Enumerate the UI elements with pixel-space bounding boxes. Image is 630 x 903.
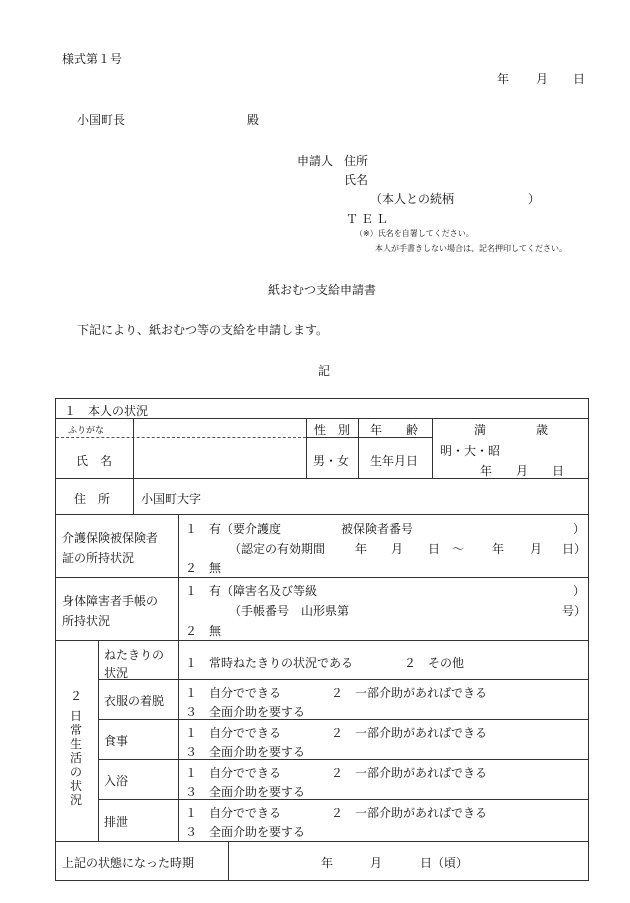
onset-day: 日（頃）: [420, 856, 469, 870]
name-label: 氏名: [344, 173, 369, 187]
onset-year: 年: [321, 856, 334, 870]
kaigo-period-month: 月: [391, 542, 404, 556]
activity-option-1: １ 自分でできる: [185, 766, 282, 780]
date-year: 年: [497, 72, 510, 86]
activity-option-3: ３ 全面介助を要する: [185, 745, 306, 759]
section2-char: ２: [70, 689, 83, 703]
kaigo-period-day-2: 日）: [562, 542, 587, 556]
address-label: 住所: [344, 154, 369, 168]
era-options: 明・大・昭: [440, 444, 501, 458]
section2-char: 況: [70, 793, 83, 807]
applicant-label: 申請人: [297, 154, 334, 168]
form-number: 様式第１号: [62, 52, 123, 66]
gender-options: 男・女: [313, 454, 350, 468]
address-value: 小国町大字: [141, 492, 202, 506]
birth-month: 月: [516, 464, 529, 478]
birth-year: 年: [480, 464, 493, 478]
netakiri-label-1: ねたきりの: [104, 648, 165, 662]
kaigo-period-month-2: 月: [530, 542, 543, 556]
relation-close: ）: [528, 192, 541, 206]
kaigo-label-2: 証の所持状況: [62, 551, 135, 565]
kaigo-row-1: １ 有（要介護度 被保険者番号: [185, 522, 414, 536]
age-header: 年 齢: [370, 423, 419, 437]
activity-option-2: ２ 一部介助があればできる: [331, 806, 488, 820]
kaigo-period-day: 日: [428, 542, 441, 556]
section2-char: の: [70, 765, 83, 779]
netakiri-value: １ 常時ねたきりの状況である: [185, 656, 354, 670]
activity-label: 食事: [104, 734, 129, 748]
birth-day: 日: [552, 464, 565, 478]
ki-label: 記: [318, 364, 331, 378]
activity-option-2: ２ 一部介助があればできる: [331, 686, 488, 700]
kaigo-period-year: 年: [355, 542, 368, 556]
shintai-row-2: （手帳番号 山形県第: [229, 604, 350, 618]
document-title: 紙おむつ支給申請書: [268, 283, 377, 297]
onset-month: 月: [370, 856, 383, 870]
note-seal: 本人が手書きしない場合は、記名押印してください。: [375, 244, 567, 253]
netakiri-other: ２ その他: [404, 656, 465, 670]
tel-label: ＴＥＬ: [346, 212, 392, 226]
date-month: 月: [536, 72, 549, 86]
honorific: 殿: [247, 113, 260, 127]
kaigo-row-2: （認定の有効期間: [229, 542, 326, 556]
activity-option-1: １ 自分でできる: [185, 806, 282, 820]
section2-char: 状: [70, 779, 83, 793]
section2-char: 常: [70, 723, 83, 737]
note-signature: （※）氏名を自署してください。: [355, 229, 474, 238]
activity-option-2: ２ 一部介助があればできる: [331, 766, 488, 780]
activity-option-2: ２ 一部介助があればできる: [331, 726, 488, 740]
shintai-row-3: ２ 無: [185, 624, 222, 638]
activity-label: 入浴: [104, 774, 129, 788]
shintai-go: 号）: [562, 604, 587, 618]
activity-option-1: １ 自分でできる: [185, 726, 282, 740]
kaigo-period-tilde: ～: [452, 542, 465, 556]
shintai-row-1: １ 有（障害名及び等級: [185, 584, 318, 598]
relation-label: （本人との続柄: [370, 192, 455, 206]
netakiri-label-2: 状況: [104, 666, 129, 680]
address-header: 住 所: [74, 492, 111, 506]
activity-option-3: ３ 全面介助を要する: [185, 705, 306, 719]
activity-option-3: ３ 全面介助を要する: [185, 825, 306, 839]
shintai-label-1: 身体障害者手帳の: [62, 594, 159, 608]
kaigo-label-1: 介護保険被保険者: [62, 531, 159, 545]
intro-text: 下記により、紙おむつ等の支給を申請します。: [77, 323, 329, 337]
kaigo-period-year-2: 年: [492, 542, 505, 556]
section-1-title: １ 本人の状況: [64, 404, 149, 418]
furigana-label: ふりがな: [68, 426, 105, 436]
shintai-label-2: 所持状況: [62, 614, 111, 628]
activity-label: 衣服の着脱: [104, 694, 165, 708]
activity-label: 排泄: [104, 815, 129, 829]
section2-char: 日: [70, 709, 83, 723]
age-sai: 歳: [536, 423, 549, 437]
section2-char: 活: [70, 751, 83, 765]
birthdate-label: 生年月日: [370, 454, 419, 468]
addressee: 小国町長: [77, 113, 126, 127]
gender-header: 性 別: [314, 423, 351, 437]
name-header: 氏 名: [76, 454, 113, 468]
kaigo-close: ）: [573, 522, 586, 536]
section2-char: 生: [70, 737, 83, 751]
date-day: 日: [573, 72, 586, 86]
onset-label: 上記の状態になった時期: [62, 856, 195, 870]
age-man: 満: [474, 423, 487, 437]
kaigo-row-3: ２ 無: [185, 561, 222, 575]
activity-option-3: ３ 全面介助を要する: [185, 785, 306, 799]
shintai-close: ）: [573, 584, 586, 598]
activity-option-1: １ 自分でできる: [185, 686, 282, 700]
